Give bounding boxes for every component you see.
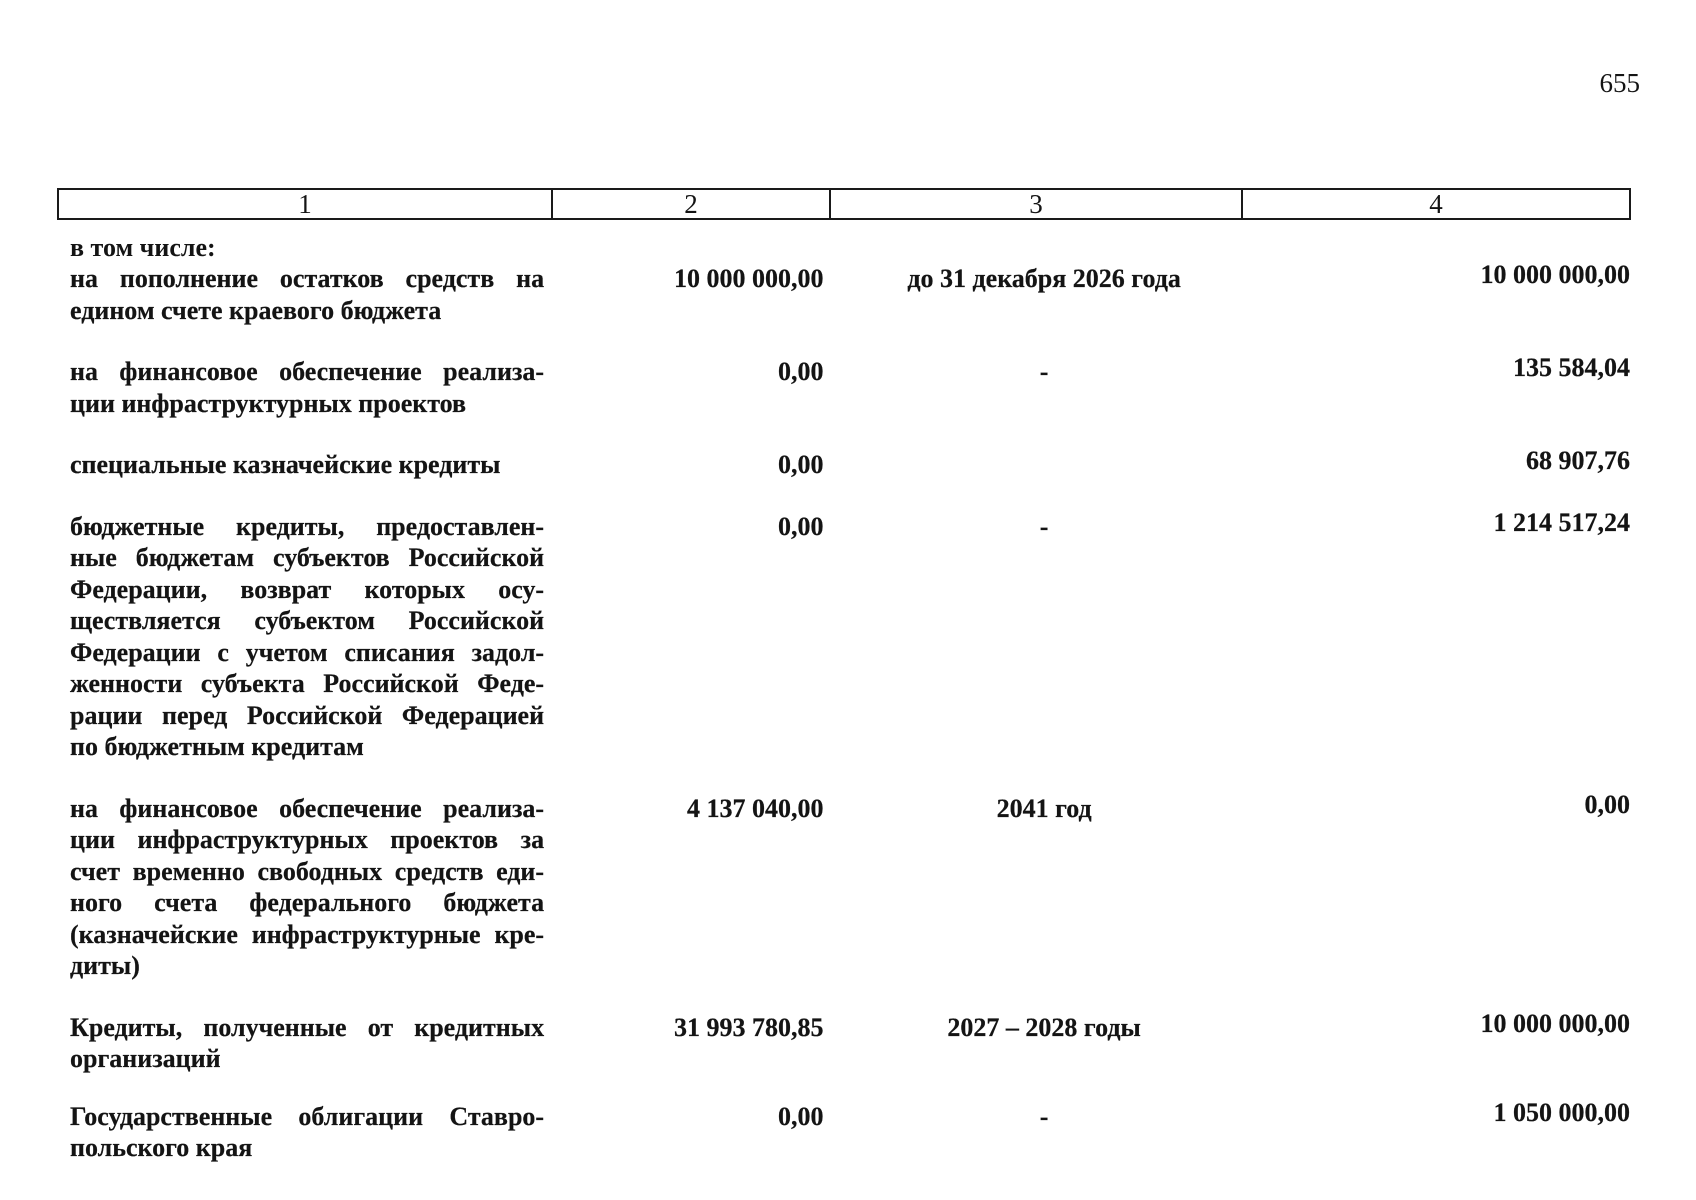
row-description xyxy=(70,1012,544,1075)
column-header-4: 4 xyxy=(1429,188,1443,219)
description-line: ции инфраструктурных проектов xyxy=(70,388,467,418)
row-description xyxy=(70,356,544,419)
table-row xyxy=(70,507,1630,763)
row-description xyxy=(70,511,544,763)
table-row xyxy=(70,1097,1630,1164)
description-line: бюджетные кредиты, предоставлен- xyxy=(70,511,545,541)
description-line: польского края xyxy=(70,1133,253,1162)
description-line: едином счете краевого бюджета xyxy=(70,295,442,325)
table-body xyxy=(70,232,1630,1164)
table-row xyxy=(70,446,1630,481)
row-term: - xyxy=(1039,1101,1049,1131)
row-total: 1 050 000,00 xyxy=(1493,1097,1630,1127)
column-header-3: 3 xyxy=(831,190,1243,218)
table-column-header-row xyxy=(57,188,1631,220)
description-line: женности субъекта Российской Феде- xyxy=(70,669,545,698)
row-total: 0,00 xyxy=(1584,789,1630,819)
row-amount: 0,00 xyxy=(778,357,824,386)
row-amount: 0,00 xyxy=(778,450,824,479)
description-line: Государственные облигации Ставро- xyxy=(70,1101,545,1131)
description-line: на пополнение остатков средств на xyxy=(70,264,545,293)
description-line: счет временно свободных средств еди- xyxy=(70,856,545,886)
row-total: 10 000 000,00 xyxy=(1480,260,1630,289)
row-term: до 31 декабря 2026 года xyxy=(907,264,1181,293)
table-row xyxy=(70,260,1630,326)
row-total: 1 214 517,24 xyxy=(1493,507,1630,537)
table-row xyxy=(70,1008,1630,1075)
row-total: 10 000 000,00 xyxy=(1480,1008,1630,1038)
table-row xyxy=(70,789,1630,982)
row-term: 2027 – 2028 годы xyxy=(947,1012,1141,1042)
row-term: - xyxy=(1039,511,1049,541)
column-header-2: 2 xyxy=(553,190,831,218)
description-line: организаций xyxy=(70,1044,221,1073)
description-line: ции инфраструктурных проектов за xyxy=(70,825,545,854)
page-number: 655 xyxy=(1599,68,1640,98)
description-line: Кредиты, полученные от кредитных xyxy=(70,1012,545,1042)
description-line: диты) xyxy=(70,951,140,980)
row-term: - xyxy=(1039,357,1049,386)
row-amount: 31 993 780,85 xyxy=(674,1012,824,1042)
row-amount: 0,00 xyxy=(778,511,824,541)
description-line: на финансовое обеспечение реализа- xyxy=(70,793,545,823)
description-line: Федерации с учетом списания задол- xyxy=(70,637,545,667)
row-amount: 0,00 xyxy=(778,1101,824,1131)
table-row xyxy=(70,353,1630,419)
row-amount: 4 137 040,00 xyxy=(687,793,824,823)
intro-label: в том числе: xyxy=(70,233,216,262)
description-line: по бюджетным кредитам xyxy=(70,732,364,761)
description-line: ного счета федерального бюджета xyxy=(70,888,545,917)
description-line: (казначейские инфраструктурные кре- xyxy=(70,919,545,949)
row-description xyxy=(70,1101,544,1164)
description-line: ществляется субъектом Российской xyxy=(70,606,545,635)
row-description xyxy=(70,793,544,982)
table-rows xyxy=(70,260,1630,1164)
description-line: Федерации, возврат которых осу- xyxy=(70,574,545,604)
description-line: на финансовое обеспечение реализа- xyxy=(70,357,545,386)
description-line: специальные казначейские кредиты xyxy=(70,450,501,479)
column-header-1: 1 xyxy=(59,190,553,218)
description-line: рации перед Российской Федерацией xyxy=(70,700,545,730)
row-amount: 10 000 000,00 xyxy=(674,264,824,293)
description-line: ные бюджетам субъектов Российской xyxy=(70,543,545,572)
row-description xyxy=(70,263,544,326)
row-total: 135 584,04 xyxy=(1512,353,1630,382)
row-total: 68 907,76 xyxy=(1525,446,1630,475)
row-description xyxy=(70,449,544,481)
row-term: 2041 год xyxy=(996,793,1092,823)
